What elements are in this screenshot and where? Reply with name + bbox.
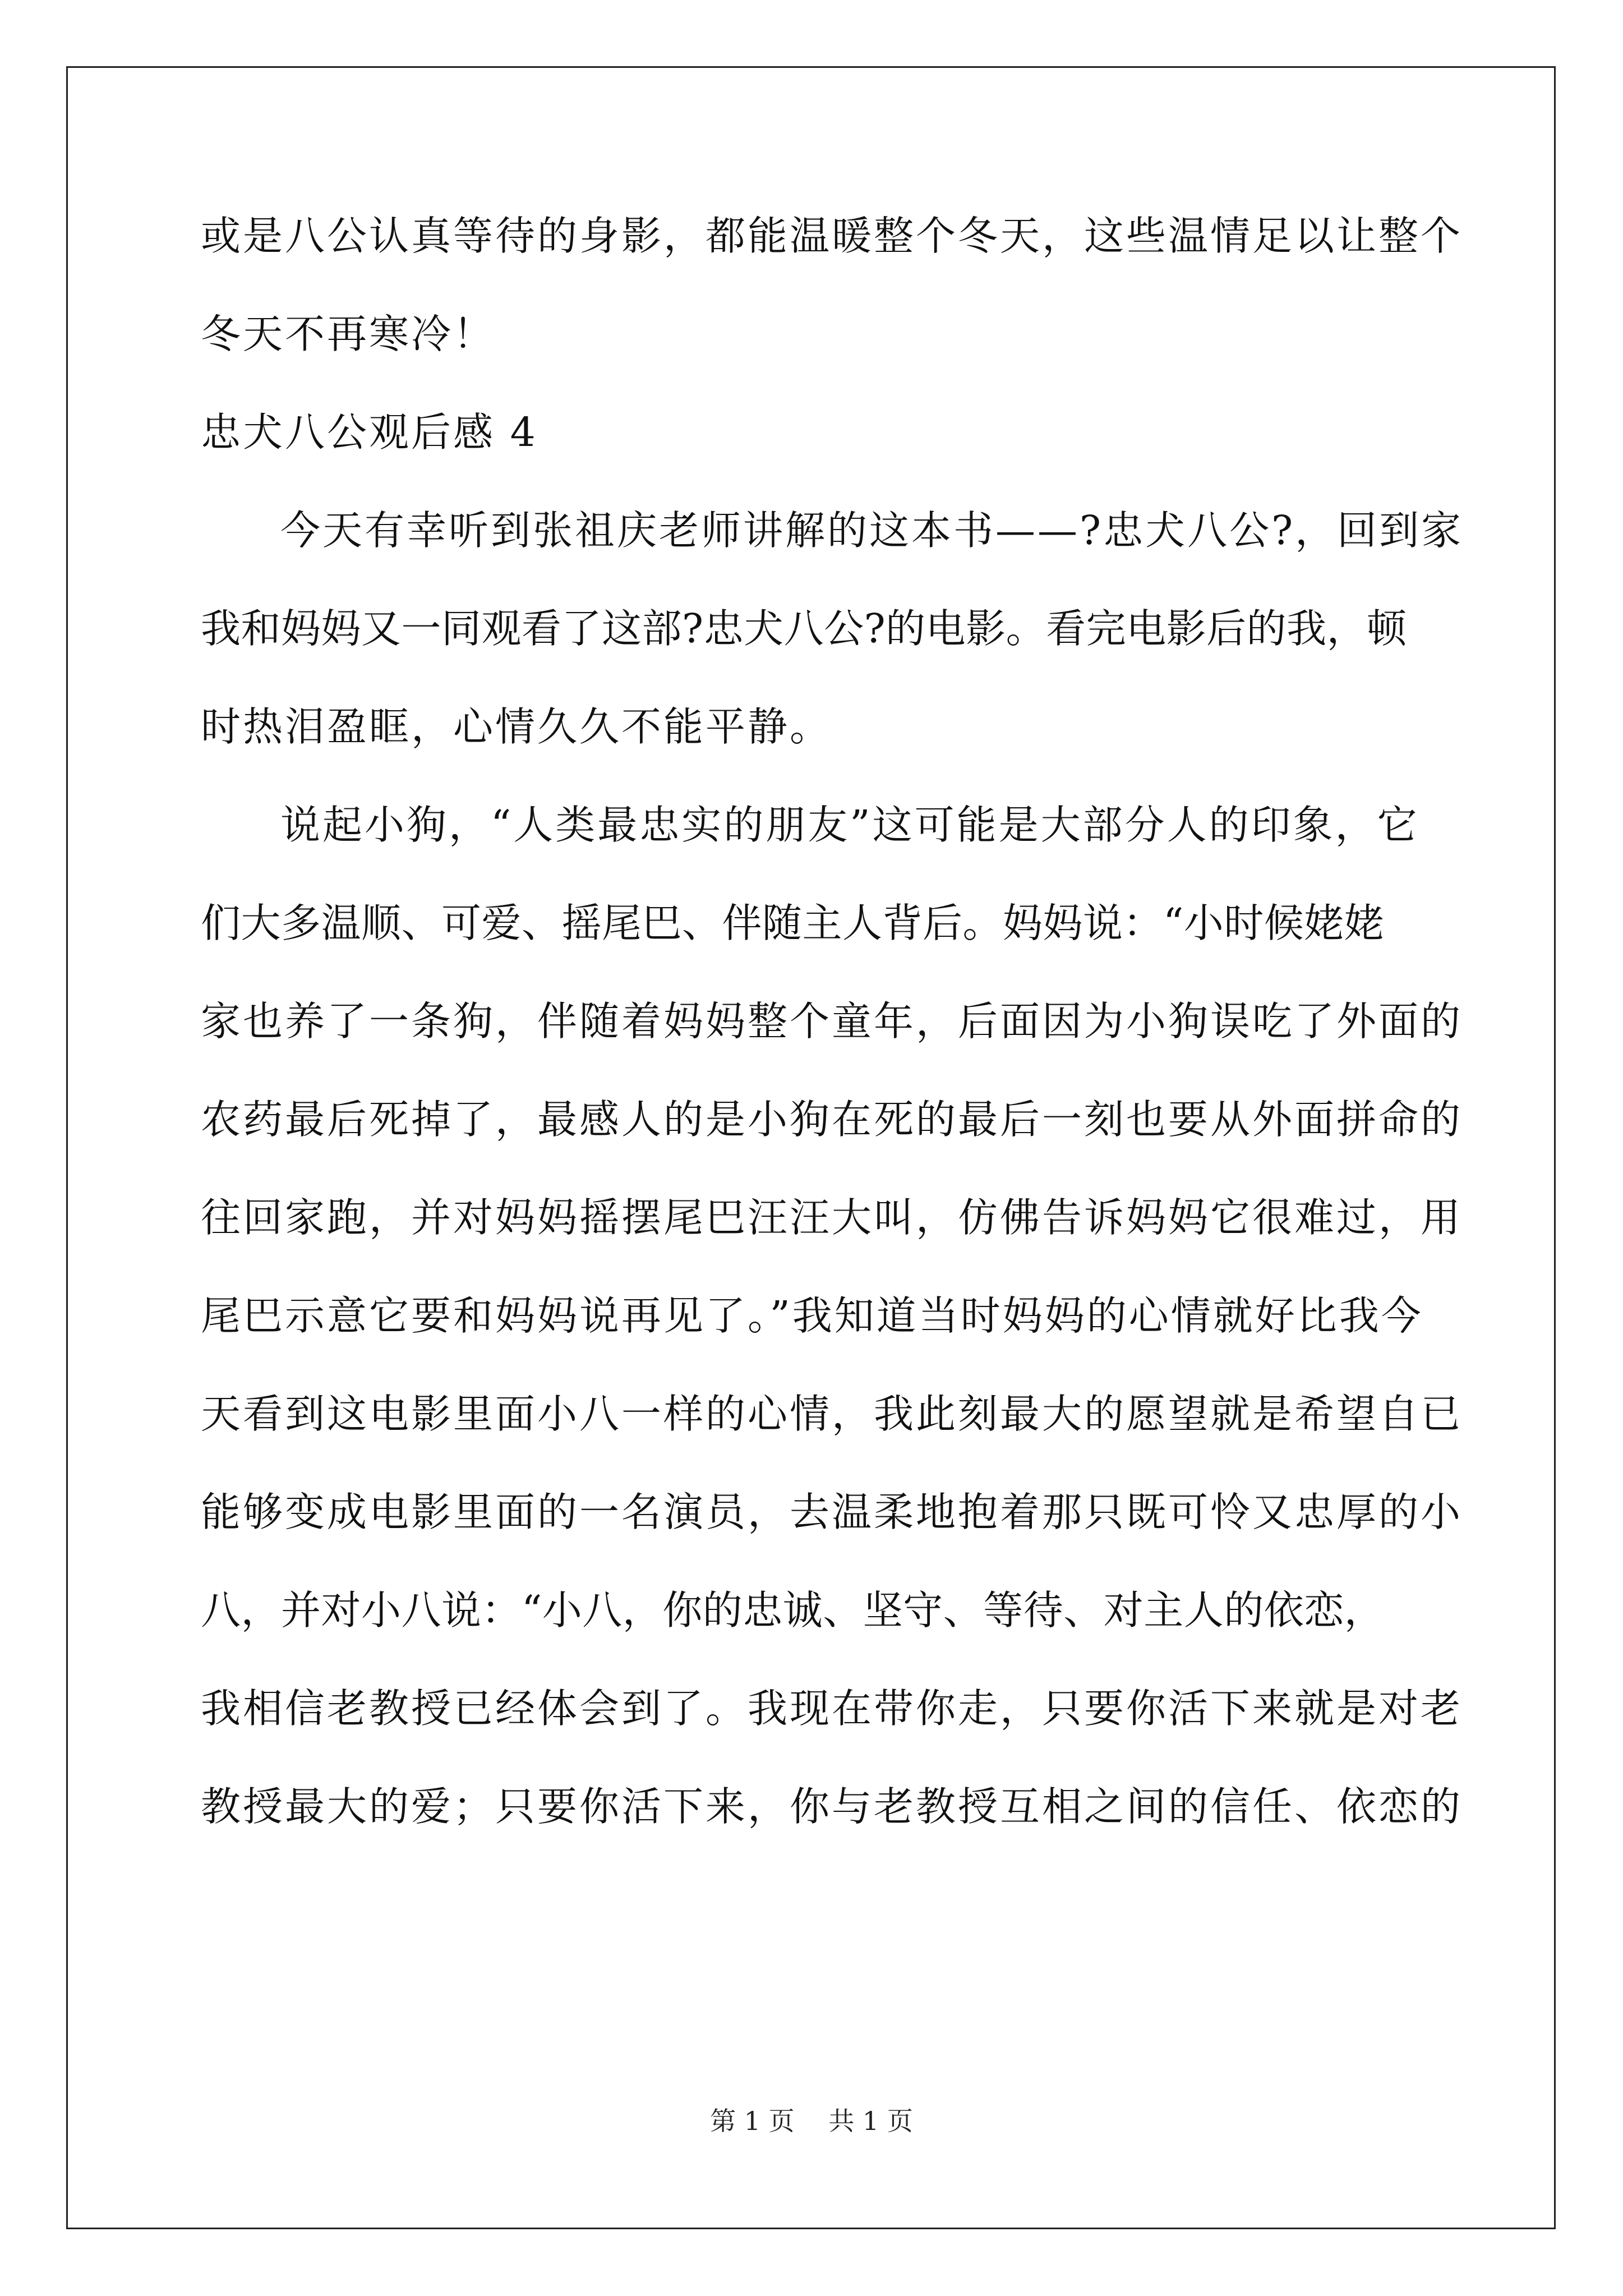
text-line: 家也养了一条狗，伴随着妈妈整个童年，后面因为小狗误吃了外面的 [201, 998, 1463, 1045]
text-line: 能够变成电影里面的一名演员，去温柔地抱着那只既可怜又忠厚的小 [201, 1489, 1463, 1535]
text-line: 今天有幸听到张祖庆老师讲解的这本书——?忠犬八公?，回到家 [280, 507, 1464, 554]
text-line: 我相信老教授已经体会到了。我现在带你走，只要你活下来就是对老 [201, 1685, 1463, 1732]
page-total: 共 1 页 [828, 2106, 913, 2136]
text-line: 农药最后死掉了，最感人的是小狗在死的最后一刻也要从外面拼命的 [201, 1096, 1463, 1143]
document-body [201, 213, 1464, 1885]
text-line: 时热泪盈眶，心情久久不能平静。 [201, 703, 832, 750]
text-line: 八，并对小八说：“小八，你的忠诚、坚守、等待、对主人的依恋， [201, 1587, 1385, 1634]
text-line: 说起小狗，“人类最忠实的朋友”这可能是大部分人的印象，它 [280, 802, 1419, 848]
text-line: 尾巴示意它要和妈妈说再见了。”我知道当时妈妈的心情就好比我今 [201, 1292, 1423, 1339]
text-line: 我和妈妈又一同观看了这部?忠犬八公?的电影。看完电影后的我，顿 [201, 605, 1407, 652]
section-heading: 忠犬八公观后感 4 [201, 409, 538, 455]
text-line: 教授最大的爱；只要你活下来，你与老教授互相之间的信任、依恋的 [201, 1783, 1463, 1830]
text-line: 们大多温顺、可爱、摇尾巴、伴随主人背后。妈妈说：“小时候姥姥 [201, 900, 1385, 946]
text-line: 或是八公认真等待的身影，都能温暖整个冬天，这些温情足以让整个 [201, 213, 1463, 259]
page-footer [0, 2101, 1623, 2138]
text-line: 冬天不再寒冷！ [201, 311, 496, 357]
page-number: 第 1 页 [710, 2106, 795, 2136]
text-line: 天看到这电影里面小八一样的心情，我此刻最大的愿望就是希望自已 [201, 1391, 1463, 1437]
text-line: 往回家跑，并对妈妈摇摆尾巴汪汪大叫，仿佛告诉妈妈它很难过，用 [201, 1194, 1463, 1241]
